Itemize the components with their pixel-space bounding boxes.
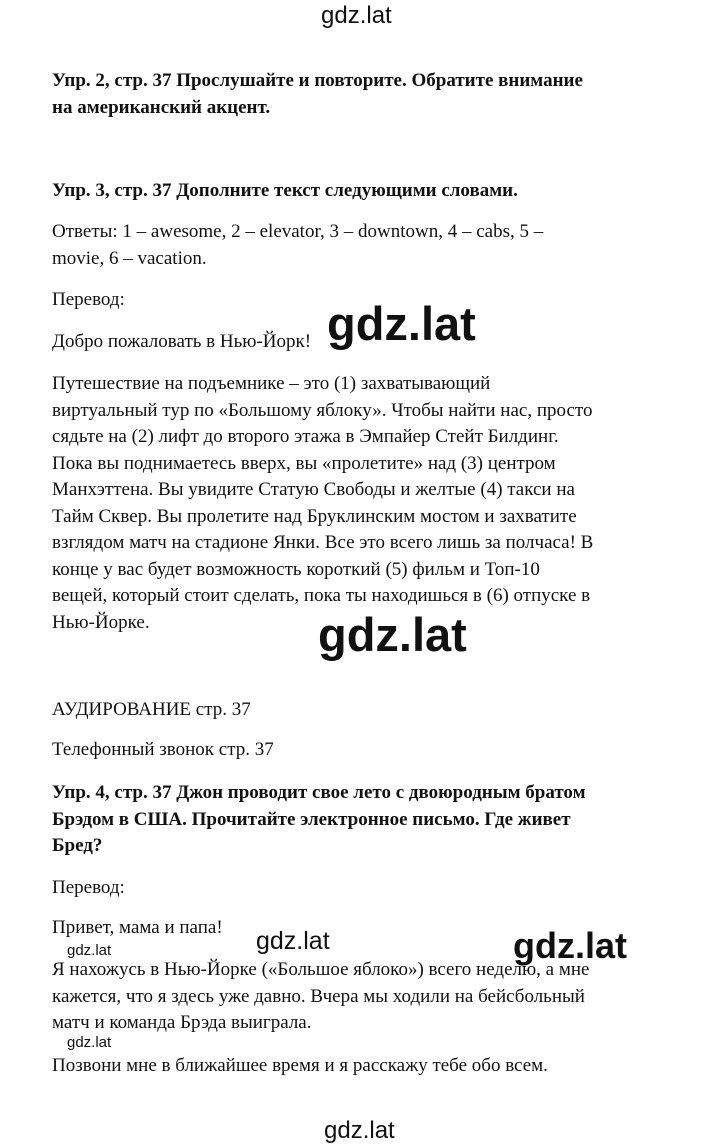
watermark-large: gdz.lat: [513, 925, 627, 966]
ex4-closing: Позвони мне в ближайшее время и я расскажу тебе обо всем.: [52, 1055, 548, 1076]
ex3-heading: Упр. 3, стр. 37 Дополните текст следующими словами.: [52, 180, 518, 201]
text-line: сядьте на (2) лифт до второго этажа в Эмпайер Стейт Билдинг.: [52, 426, 559, 447]
ex3-translation-label: Перевод:: [52, 289, 125, 310]
listening-heading: АУДИРОВАНИЕ стр. 37: [52, 699, 251, 720]
ex4-heading-line: Упр. 4, стр. 37 Джон проводит свое лето с двоюродным братом: [52, 782, 586, 803]
text-line: Путешествие на подъемнике – это (1) захватывающий: [52, 373, 491, 394]
ex3-answers-line2: movie, 6 – vacation.: [52, 247, 207, 269]
ex4-heading: [52, 780, 652, 860]
ex3-translation-text: [52, 371, 652, 636]
text-line: Пока вы поднимаетесь вверх, вы «пролетите» над (3) центром: [52, 452, 556, 474]
text-line: взглядом матч на стадионе Янки. Все это всего лишь за полчаса! В: [52, 532, 594, 553]
ex3-welcome: Добро пожаловать в Нью-Йорк!: [52, 331, 312, 352]
letter-line: матч и команда Брэда выиграла.: [52, 1012, 312, 1033]
watermark-large: gdz.lat: [327, 297, 476, 350]
ex3-answers-line1: Ответы: 1 – awesome, 2 – elevator, 3 – downtown, 4 – cabs, 5 –: [52, 221, 544, 242]
ex3-answers: [52, 219, 652, 272]
text-line: конце у вас будет возможность короткий (5) фильм и Топ-10: [52, 558, 540, 580]
letter-line: кажется, что я здесь уже давно. Вчера мы ходили на бейсбольный: [52, 985, 585, 1007]
watermark-bottom: gdz.lat: [324, 1117, 395, 1144]
ex4-heading-line: Бред?: [52, 835, 103, 856]
ex4-heading-line: Брэдом в США. Прочитайте электронное письмо. Где живет: [52, 808, 571, 830]
ex2-heading: [52, 68, 652, 121]
text-line: вещей, который стоит сделать, пока ты находишься в (6) отпуске в: [52, 585, 591, 606]
ex2-heading-line2: на американский акцент.: [52, 96, 271, 118]
watermark-top: gdz.lat: [321, 2, 392, 29]
text-line: виртуальный тур по «Большому яблоку». Чтобы найти нас, просто: [52, 399, 593, 421]
listening-sub: Телефонный звонок стр. 37: [52, 739, 274, 760]
watermark-large: gdz.lat: [318, 608, 467, 661]
ex4-translation-label: Перевод:: [52, 877, 125, 898]
ex4-greeting: Привет, мама и папа!: [52, 917, 223, 938]
watermark-medium: gdz.lat: [256, 927, 330, 955]
text-line: Манхэттена. Вы увидите Статую Свободы и желтые (4) такси на: [52, 479, 575, 500]
ex4-letter-body: [52, 957, 652, 1037]
text-line: Тайм Сквер. Вы пролетите над Бруклинским мостом и захватите: [52, 505, 577, 527]
letter-line: Я нахожусь в Нью-Йорке («Большое яблоко») всего неделю, а мне: [52, 959, 590, 980]
watermark-small: gdz.lat: [67, 942, 112, 959]
text-line: Нью-Йорке.: [52, 611, 150, 633]
ex2-heading-line1: Упр. 2, стр. 37 Прослушайте и повторите. Обратите внимание: [52, 70, 583, 91]
watermark-small: gdz.lat: [67, 1034, 112, 1051]
